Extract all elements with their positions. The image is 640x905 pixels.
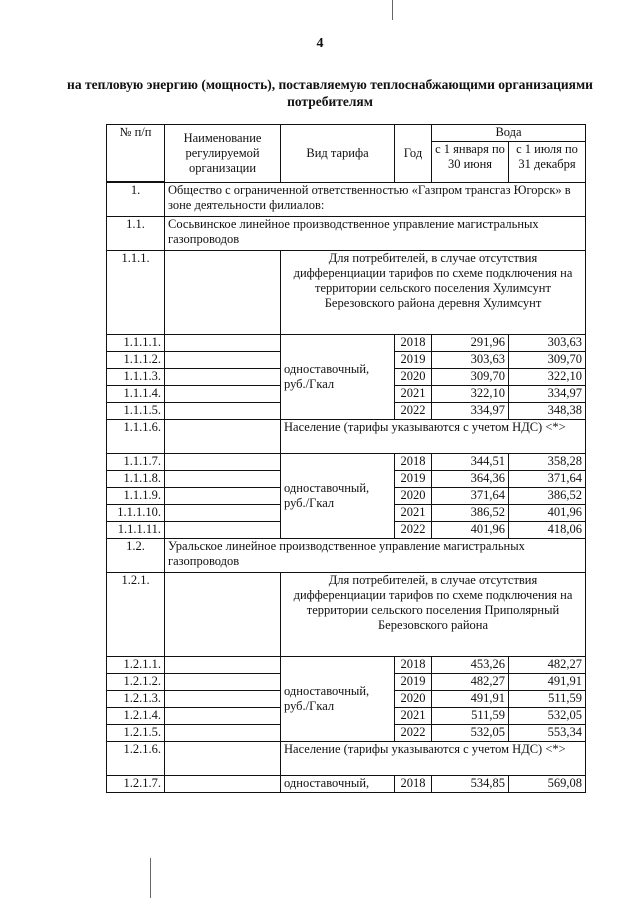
year-cell: 2018: [395, 657, 432, 674]
tariff-type-cell: одноставочный, руб./Гкал: [281, 335, 395, 420]
year-cell: 2021: [395, 708, 432, 725]
year-cell: 2019: [395, 674, 432, 691]
scan-artifact-bottom: [150, 858, 151, 898]
org-cell: [165, 251, 281, 335]
page-number: 4: [316, 36, 324, 51]
row-num: 1.2.1.6.: [107, 742, 165, 776]
header-num: № п/п: [107, 125, 165, 182]
value-period1: 534,85: [432, 776, 509, 793]
scan-artifact-top: [392, 0, 393, 20]
value-period2: 322,10: [509, 369, 586, 386]
year-cell: 2018: [395, 335, 432, 352]
org-cell: [165, 573, 281, 657]
header-water: Вода: [432, 125, 586, 142]
value-period1: 334,97: [432, 403, 509, 420]
row-num: 1.1.1.: [107, 251, 165, 335]
org-cell: [165, 335, 281, 352]
row-num: 1.1.: [107, 217, 165, 251]
org-cell: [165, 386, 281, 403]
population-title: Население (тарифы указываются с учетом НДС) <*>: [281, 420, 586, 454]
org-cell: [165, 505, 281, 522]
year-cell: 2020: [395, 691, 432, 708]
value-period1: 401,96: [432, 522, 509, 539]
year-cell: 2019: [395, 471, 432, 488]
header-org: Наименование регулируемой организации: [165, 125, 281, 183]
tariff-type-cell: одноставочный, руб./Гкал: [281, 454, 395, 539]
row-num: 1.2.1.: [107, 573, 165, 657]
year-cell: 2022: [395, 522, 432, 539]
population-title: Население (тарифы указываются с учетом НДС) <*>: [281, 742, 586, 776]
subsection-title: Сосьвинское линейное производственное управление магистральных газопроводов: [165, 217, 586, 251]
value-period2: 569,08: [509, 776, 586, 793]
tariff-type-cell: одноставочный,: [281, 776, 395, 793]
value-period1: 532,05: [432, 725, 509, 742]
value-period2: 371,64: [509, 471, 586, 488]
year-cell: 2018: [395, 454, 432, 471]
page-heading: на тепловую энергию (мощность), поставляемую теплоснабжающими организациями потребителям: [67, 77, 593, 109]
org-cell: [165, 725, 281, 742]
row-num: 1.1.1.9.: [107, 488, 165, 505]
value-period2: 303,63: [509, 335, 586, 352]
value-period2: 532,05: [509, 708, 586, 725]
value-period2: 358,28: [509, 454, 586, 471]
value-period2: 511,59: [509, 691, 586, 708]
row-num: 1.: [107, 183, 165, 217]
value-period1: 303,63: [432, 352, 509, 369]
value-period2: 491,91: [509, 674, 586, 691]
row-num: 1.1.1.7.: [107, 454, 165, 471]
header-period1: с 1 января по 30 июня: [432, 142, 509, 183]
org-cell: [165, 488, 281, 505]
org-cell: [165, 471, 281, 488]
year-cell: 2018: [395, 776, 432, 793]
org-cell: [165, 776, 281, 793]
year-cell: 2019: [395, 352, 432, 369]
year-cell: 2021: [395, 386, 432, 403]
row-num: 1.1.1.5.: [107, 403, 165, 420]
consumer-group-title: Для потребителей, в случае отсутствия дифференциации тарифов по схеме подключения на территории сельского поселения Приполярный Березовского района: [281, 573, 586, 657]
org-cell: [165, 708, 281, 725]
value-period2: 401,96: [509, 505, 586, 522]
row-num: 1.2.1.3.: [107, 691, 165, 708]
header-period2: с 1 июля по 31 декабря: [509, 142, 586, 183]
row-num: 1.1.1.8.: [107, 471, 165, 488]
row-num: 1.2.1.1.: [107, 657, 165, 674]
row-num: 1.1.1.2.: [107, 352, 165, 369]
org-cell: [165, 674, 281, 691]
value-period2: 334,97: [509, 386, 586, 403]
org-cell: [165, 657, 281, 674]
row-num: 1.2.1.7.: [107, 776, 165, 793]
row-num: 1.2.: [107, 539, 165, 573]
row-num: 1.1.1.6.: [107, 420, 165, 454]
subsection-title: Уральское линейное производственное управление магистральных газопроводов: [165, 539, 586, 573]
value-period2: 553,34: [509, 725, 586, 742]
value-period2: 482,27: [509, 657, 586, 674]
consumer-group-title: Для потребителей, в случае отсутствия дифференциации тарифов по схеме подключения на территории сельского поселения Хулимсунт Березовского района деревня Хулимсунт: [281, 251, 586, 335]
value-period2: 309,70: [509, 352, 586, 369]
org-cell: [165, 403, 281, 420]
org-cell: [165, 522, 281, 539]
row-num: 1.2.1.2.: [107, 674, 165, 691]
value-period1: 511,59: [432, 708, 509, 725]
org-cell: [165, 691, 281, 708]
org-cell: [165, 420, 281, 454]
section-title: Общество с ограниченной ответственностью «Газпром трансгаз Югорск» в зоне деятельности филиалов:: [165, 183, 586, 217]
year-cell: 2020: [395, 488, 432, 505]
org-cell: [165, 352, 281, 369]
value-period1: 291,96: [432, 335, 509, 352]
header-tariff-type: Вид тарифа: [281, 125, 395, 183]
year-cell: 2020: [395, 369, 432, 386]
value-period1: 344,51: [432, 454, 509, 471]
row-num: 1.2.1.4.: [107, 708, 165, 725]
value-period1: 322,10: [432, 386, 509, 403]
year-cell: 2022: [395, 725, 432, 742]
value-period1: 482,27: [432, 674, 509, 691]
value-period1: 453,26: [432, 657, 509, 674]
org-cell: [165, 369, 281, 386]
header-year: Год: [395, 125, 432, 183]
year-cell: 2021: [395, 505, 432, 522]
org-cell: [165, 742, 281, 776]
row-num: 1.1.1.3.: [107, 369, 165, 386]
value-period1: 386,52: [432, 505, 509, 522]
value-period2: 348,38: [509, 403, 586, 420]
row-num: 1.1.1.10.: [107, 505, 165, 522]
row-num: 1.1.1.4.: [107, 386, 165, 403]
row-num: 1.2.1.5.: [107, 725, 165, 742]
value-period1: 309,70: [432, 369, 509, 386]
value-period1: 371,64: [432, 488, 509, 505]
value-period1: 491,91: [432, 691, 509, 708]
value-period1: 364,36: [432, 471, 509, 488]
value-period2: 386,52: [509, 488, 586, 505]
tariff-type-cell: одноставочный, руб./Гкал: [281, 657, 395, 742]
year-cell: 2022: [395, 403, 432, 420]
row-num: 1.1.1.1.: [107, 335, 165, 352]
value-period2: 418,06: [509, 522, 586, 539]
row-num: 1.1.1.11.: [107, 522, 165, 539]
org-cell: [165, 454, 281, 471]
tariff-table: [106, 124, 586, 793]
